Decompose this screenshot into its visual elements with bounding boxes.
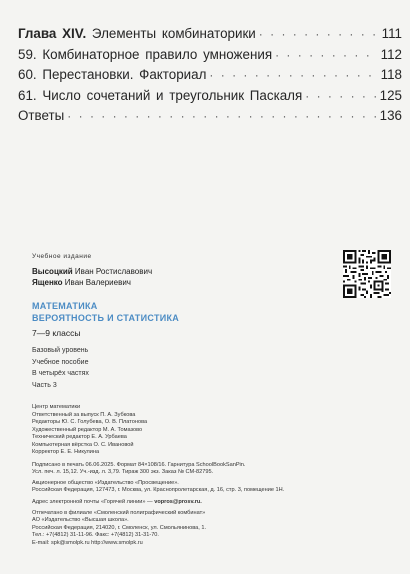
credit-line: Компьютерная вёрстка О. С. Ивановой (32, 441, 134, 448)
edition-type: Учебное издание (32, 253, 92, 260)
toc-row[interactable] (18, 45, 402, 66)
toc-title: 60. Перестановки. Факториал (18, 67, 207, 83)
toc-row[interactable] (18, 24, 402, 45)
author-name: Иван Валериевич (62, 277, 131, 287)
email-link[interactable]: vopros@prosv.ru. (154, 498, 202, 505)
credit-line: Корректор Е. Е. Никулина (32, 449, 100, 455)
level: Базовый уровень (32, 347, 89, 354)
credits (32, 404, 332, 457)
toc-page-number: 125 (379, 87, 402, 103)
grades: 7—9 классы (32, 328, 81, 338)
author-name: Иван Ростиславович (72, 267, 153, 276)
printer-line: Отпечатано в филиале «Смоленский полиграфический комбинат» (32, 509, 206, 516)
printer-line: Российская Федерация, 214020, г. Смоленск, ул. Смольянинова, 1. (32, 524, 207, 531)
toc-leader-dots (275, 46, 378, 66)
toc-page-number: 118 (380, 67, 402, 83)
email-prefix: Адрес электронной почты «Горячей линии» — (32, 498, 153, 505)
toc-row[interactable] (18, 106, 402, 127)
credit-line: Редакторы Ю. С. Голубева, О. В. Платонова (32, 419, 148, 425)
printer-info (32, 510, 332, 548)
author-surname: Ященко (32, 277, 63, 287)
book-title (32, 300, 332, 324)
print-info (32, 462, 332, 477)
hotline-email (32, 499, 332, 505)
part-number: Часть 3 (32, 381, 57, 389)
author-line (32, 278, 332, 289)
credit-line: Технический редактор Е. А. Урбаева (32, 434, 127, 440)
credit-line: Центр математики (32, 404, 81, 410)
book-subtitle-line: ВЕРОЯТНОСТЬ И СТАТИСТИКА (32, 313, 180, 323)
book-title-line: МАТЕМАТИКА (32, 301, 98, 311)
author-surname: Высоцкий (32, 267, 73, 276)
publisher-line: Российская Федерация, 127473, г. Москва, ул. Краснопролетарская, д. 16, стр. 3, помещение 1Н. (32, 487, 285, 493)
credit-line: Художественный редактор М. А. Томазово (32, 426, 143, 433)
qr-code-icon (343, 250, 391, 298)
publisher-line: Акционерное общество «Издательство «Просвещение». (32, 479, 179, 486)
imprint-block (32, 253, 332, 547)
toc-leader-dots (209, 66, 377, 86)
toc-title: 61. Число сочетаний и треугольник Паскаля (18, 87, 303, 103)
toc-title-text: Элементы комбинаторики (86, 26, 256, 41)
print-info-line: Усл. печ. л. 15,12. Уч.-изд. л. 3,79. Тираж 300 экз. Заказ № СМ-82795. (32, 469, 214, 475)
toc-leader-dots (67, 107, 376, 127)
toc-chapter-label: Глава XIV. (18, 26, 87, 41)
toc-leader-dots (305, 87, 376, 107)
toc-title: 59. Комбинаторное правило умножения (18, 46, 273, 62)
publisher-info (32, 480, 332, 495)
toc-title (18, 24, 256, 44)
author-line (32, 267, 332, 278)
toc-page-number: 111 (381, 26, 402, 41)
toc-page-number: 136 (379, 108, 402, 124)
authors (32, 267, 332, 288)
printer-line: E-mail: spk@smolpk.ru http://www.smolpk.ru (32, 539, 143, 546)
printer-line: Тел.: +7(4812) 31-11-96. Факс: +7(4812) 31-31-70. (32, 532, 159, 538)
toc-title: Ответы (18, 108, 65, 124)
book-kind: Учебное пособие (32, 358, 89, 366)
credit-line: Ответственный за выпуск П. А. Зубкова (32, 411, 136, 418)
print-info-line: Подписано в печать 06.06.2025. Формат 84×108/16. Гарнитура SchoolBookSanPin. (32, 461, 246, 468)
toc-page-number: 112 (380, 46, 402, 62)
parts: В четырёх частях (32, 370, 89, 377)
toc-leader-dots (259, 25, 379, 45)
toc-row[interactable] (18, 86, 402, 107)
toc-row[interactable] (18, 65, 402, 86)
table-of-contents (18, 24, 402, 127)
printer-line: АО «Издательство «Высшая школа». (32, 517, 129, 523)
